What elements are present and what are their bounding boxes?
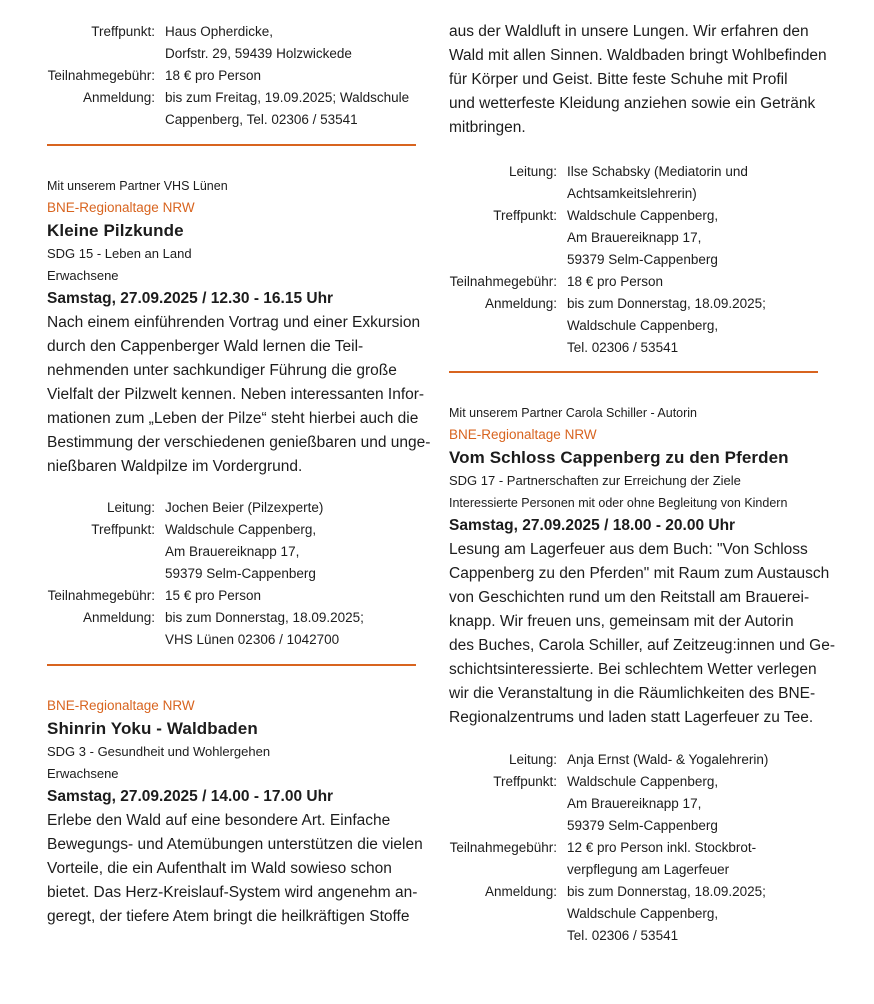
description-line: mitbringen. — [449, 119, 526, 136]
event-shinrin-yoku — [47, 695, 427, 929]
event-description-continued — [449, 20, 827, 140]
event-title: Vom Schloss Cappenberg zu den Pferden — [449, 448, 789, 467]
description-line: Regionalzentrums und laden statt Lagerfeuer zu Tee. — [449, 709, 814, 726]
treffpunkt-value: 59379 Selm-Cappenberg — [165, 566, 316, 581]
event-pilzkunde — [47, 175, 431, 479]
event-tag: BNE-Regionaltage NRW — [47, 698, 195, 713]
description-line: Wald mit allen Sinnen. Waldbaden bringt Wohlbefinden — [449, 47, 827, 64]
anmeldung-value: bis zum Donnerstag, 18.09.2025; — [567, 296, 766, 311]
description-line: Bestimmung der verschiedenen genießbaren und unge- — [47, 434, 431, 451]
anmeldung-value: bis zum Donnerstag, 18.09.2025; — [165, 610, 364, 625]
description-line: nehmenden unter sachkundiger Führung die große — [47, 362, 397, 379]
treffpunkt-label: Treffpunkt: — [493, 208, 557, 223]
description-line: wir die Veranstaltung in die Räumlichkeiten des BNE- — [449, 685, 816, 702]
shinrin-info-table — [449, 161, 831, 361]
anmeldung-label: Anmeldung: — [82, 610, 155, 625]
gebuehr-value: verpflegung am Lagerfeuer — [567, 862, 730, 877]
description-line: Bewegungs- und Atemübungen unterstützen die vielen — [47, 836, 423, 853]
description-line: knapp. Wir freuen uns, gemeinsam mit der Autorin — [449, 613, 794, 630]
event-date: Samstag, 27.09.2025 / 12.30 - 16.15 Uhr — [47, 290, 334, 307]
treffpunkt-label: Treffpunkt: — [91, 522, 155, 537]
event-title: Shinrin Yoku - Waldbaden — [47, 719, 258, 738]
treffpunkt-value: Waldschule Cappenberg, — [567, 774, 719, 789]
treffpunkt-value: Am Brauereiknapp 17, — [567, 230, 702, 245]
anmeldung-label: Anmeldung: — [82, 90, 155, 105]
treffpunkt-value: Haus Opherdicke, — [165, 24, 274, 39]
treffpunkt-value: Dorfstr. 29, 59439 Holzwickede — [165, 46, 352, 61]
gebuehr-value: 18 € pro Person — [165, 68, 262, 83]
description-line: geregt, der tiefere Atem bringt die heilkräftigen Stoffe — [47, 908, 410, 925]
treffpunkt-value: 59379 Selm-Cappenberg — [567, 818, 718, 833]
description-line: durch den Cappenberger Wald lernen die Teil- — [47, 338, 364, 355]
anmeldung-value: Cappenberg, Tel. 02306 / 53541 — [165, 112, 358, 127]
treffpunkt-value: 59379 Selm-Cappenberg — [567, 252, 718, 267]
leitung-value: Ilse Schabsky (Mediatorin und — [567, 164, 748, 179]
event-partner: Mit unserem Partner Carola Schiller - Autorin — [449, 406, 698, 420]
event-audience: Erwachsene — [47, 268, 119, 283]
description-line: Erlebe den Wald auf eine besondere Art. Einfache — [47, 812, 391, 829]
leitung-value: Achtsamkeitslehrerin) — [567, 186, 697, 201]
pilzkunde-info-table — [47, 497, 427, 653]
anmeldung-value: Waldschule Cappenberg, — [567, 318, 719, 333]
event-description — [47, 809, 427, 929]
gebuehr-value: 12 € pro Person inkl. Stockbrot- — [567, 840, 757, 855]
section-divider — [449, 371, 818, 373]
description-line: Lesung am Lagerfeuer aus dem Buch: "Von Schloss — [449, 541, 808, 558]
treffpunkt-value: Waldschule Cappenberg, — [567, 208, 719, 223]
description-line: Vielfalt der Pilzwelt kennen. Neben interessanten Infor- — [47, 386, 425, 403]
description-line: Cappenberg zu den Pferden" mit Raum zum Austausch — [449, 565, 830, 582]
section-divider — [47, 144, 416, 146]
event-sdg: SDG 3 - Gesundheit und Wohlergehen — [47, 744, 271, 759]
treffpunkt-label: Treffpunkt: — [493, 774, 557, 789]
anmeldung-label: Anmeldung: — [484, 296, 557, 311]
anmeldung-value: bis zum Donnerstag, 18.09.2025; — [567, 884, 766, 899]
anmeldung-label: Anmeldung: — [484, 884, 557, 899]
event-sdg: SDG 17 - Partnerschaften zur Erreichung der Ziele — [449, 473, 741, 488]
description-line: Nach einem einführenden Vortrag und einer Exkursion — [47, 314, 421, 331]
description-line: für Körper und Geist. Bitte feste Schuhe mit Profil — [449, 71, 788, 88]
treffpunkt-value: Am Brauereiknapp 17, — [567, 796, 702, 811]
treffpunkt-value: Am Brauereiknapp 17, — [165, 544, 300, 559]
event-description — [47, 311, 431, 479]
event-date: Samstag, 27.09.2025 / 14.00 - 17.00 Uhr — [47, 788, 334, 805]
event-tag: BNE-Regionaltage NRW — [449, 427, 597, 442]
gebuehr-value: 18 € pro Person — [567, 274, 664, 289]
description-line: schichtsinteressierte. Bei schlechtem Wetter verlegen — [449, 661, 817, 678]
gebuehr-label: Teilnahmegebühr: — [47, 68, 155, 83]
pferde-info-table — [449, 749, 831, 949]
event-audience: Interessierte Personen mit oder ohne Begleitung von Kindern — [449, 496, 788, 510]
anmeldung-value: Tel. 02306 / 53541 — [567, 928, 679, 943]
leitung-value: Jochen Beier (Pilzexperte) — [165, 500, 324, 515]
gebuehr-value: 15 € pro Person — [165, 588, 262, 603]
event-title: Kleine Pilzkunde — [47, 221, 184, 240]
description-line: des Buches, Carola Schiller, auf Zeitzeug:innen und Ge- — [449, 637, 836, 654]
anmeldung-value: Tel. 02306 / 53541 — [567, 340, 679, 355]
intro-info-table — [47, 21, 427, 131]
description-line: nießbaren Waldpilze im Vordergrund. — [47, 458, 303, 475]
event-tag: BNE-Regionaltage NRW — [47, 200, 195, 215]
section-divider — [47, 664, 416, 666]
description-line: aus der Waldluft in unsere Lungen. Wir erfahren den — [449, 23, 809, 40]
event-sdg: SDG 15 - Leben an Land — [47, 246, 192, 261]
treffpunkt-value: Waldschule Cappenberg, — [165, 522, 317, 537]
event-date: Samstag, 27.09.2025 / 18.00 - 20.00 Uhr — [449, 517, 736, 534]
leitung-label: Leitung: — [106, 500, 155, 515]
event-description — [449, 538, 836, 730]
gebuehr-label: Teilnahmegebühr: — [449, 274, 557, 289]
gebuehr-label: Teilnahmegebühr: — [449, 840, 557, 855]
event-partner: Mit unserem Partner VHS Lünen — [47, 179, 228, 193]
event-audience: Erwachsene — [47, 766, 119, 781]
description-line: von Geschichten rund um den Reitstall am Brauerei- — [449, 589, 810, 606]
leitung-value: Anja Ernst (Wald- & Yogalehrerin) — [567, 752, 769, 767]
anmeldung-value: bis zum Freitag, 19.09.2025; Waldschule — [165, 90, 410, 105]
anmeldung-value: Waldschule Cappenberg, — [567, 906, 719, 921]
anmeldung-value: VHS Lünen 02306 / 1042700 — [165, 632, 340, 647]
leitung-label: Leitung: — [508, 752, 557, 767]
gebuehr-label: Teilnahmegebühr: — [47, 588, 155, 603]
treffpunkt-label: Treffpunkt: — [91, 24, 155, 39]
event-pferde — [449, 402, 836, 730]
description-line: und wetterfeste Kleidung anziehen sowie ein Getränk — [449, 95, 816, 112]
description-line: bietet. Das Herz-Kreislauf-System wird angenehm an- — [47, 884, 418, 901]
description-line: Vorteile, die ein Aufenthalt im Wald sowieso schon — [47, 860, 392, 877]
leitung-label: Leitung: — [508, 164, 557, 179]
description-line: mationen zum „Leben der Pilze“ steht hierbei auch die — [47, 410, 419, 427]
